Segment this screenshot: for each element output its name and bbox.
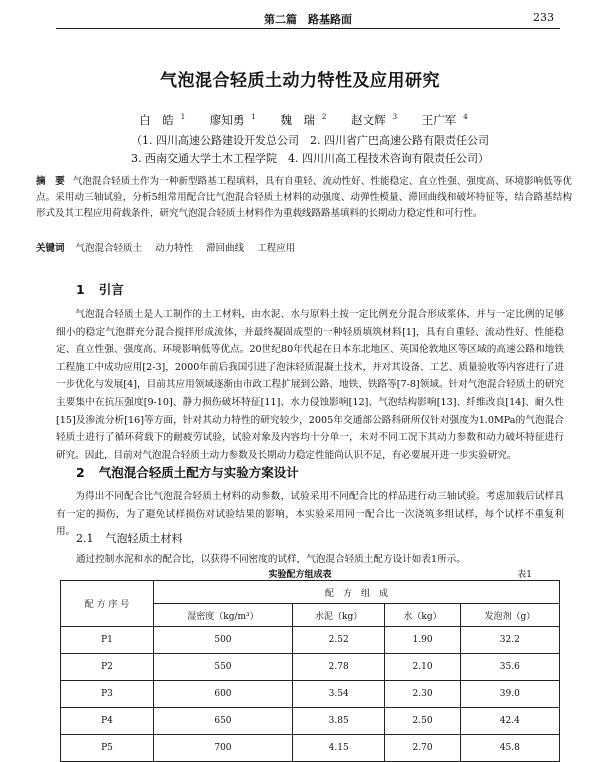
cell-id: P2 (61, 654, 154, 681)
header-water: 水（kg） (385, 604, 460, 627)
table-row (61, 681, 560, 708)
cell-water: 1.90 (385, 627, 460, 654)
cell-density: 550 (154, 654, 293, 681)
table-row (61, 654, 560, 681)
section-title: 引言 (98, 282, 124, 297)
method-paragraph: 为得出不同配合比气泡混合轻质土材料的动参数，试验采用不同配合比的样品进行动三轴试验。考虑加载后试样具有一定的损伤，为了避免试样损伤对试验结果的影响，本实验采用同一配合比一次浇筑多组试样，每个试样不重复利用。 (56, 491, 564, 538)
table-caption: 实验配方组成表 (268, 570, 332, 580)
cell-cement: 3.85 (292, 708, 385, 735)
cell-foam: 32.2 (460, 627, 559, 654)
cell-cement: 4.15 (292, 735, 385, 762)
keyword: 气泡混合轻质土 (75, 243, 143, 254)
paper-title: 气泡混合轻质土动力特性及应用研究 (160, 71, 440, 91)
keyword: 滞回曲线 (206, 243, 245, 254)
running-header-section: 第二篇 路基路面 (264, 13, 352, 26)
cell-id: P1 (61, 627, 154, 654)
cell-foam: 35.6 (460, 654, 559, 681)
intro-paragraph: 气泡混合轻质土是人工制作的土工材料，由水泥、水与原料土按一定比例充分混合形成浆体，并与一定比例的足够细小的稳定气泡群充分混合搅拌形成流体，并最终凝固成型的一种轻质填筑材料[1]，具有自重轻、流动性好、性能稳定、直立性强、强度高、环境影响低等优点。20世纪80年代起在日本东北地区、英国伦敦地区等区域的高速公路和地铁工程施工中成功应用[2-3]，2000年前后我国引进了泡沫轻质混凝土技术，并对其设备、工艺、质量验收等内容进行了进一步优化与发展[4]，目前其应用领域逐渐由市政工程扩展到公路、地铁、铁路等[7-8]领域。针对气泡混合轻质土的研究主要集中在抗压强度[9-10]、静力损伤破坏特征[11]、水力侵蚀影响[12]、气泡结构影响[13]、纤维改良[14]、耐久性[15]及渗流分析[16]等方面，针对其动力特性的研究较少，2005年交通部公路科研所仅针对强度为1.0MPa的气泡混合轻质土进行了循环荷载下的耐疲劳试验，试验对象及内容均十分单一，未对不同工况下其动力参数和动力破坏特征进行研究。因此，目前对气泡混合轻质土动力参数及长期动力稳定性能尚认识不足，有必要展开进一步实验研究。 (56, 309, 564, 461)
table-number: 表1 (517, 570, 532, 580)
table-row (61, 627, 560, 654)
affiliations-line-2: 3. 西南交通大学土木工程学院 4. 四川川高工程技术咨询有限责任公司） (131, 152, 489, 165)
cell-density: 650 (154, 708, 293, 735)
table-row (61, 735, 560, 762)
table-intro-text: 通过控制水泥和水的配合比，以获得不同密度的试样，气泡混合轻质土配方设计如表1所示。 (76, 554, 466, 565)
cell-water: 2.70 (385, 735, 460, 762)
cell-foam: 42.4 (460, 708, 559, 735)
keywords-label: 关键词 (36, 243, 65, 254)
section-title: 气泡混合轻质土配方与实验方案设计 (98, 465, 299, 480)
author: 白 皓 $^1$ (139, 113, 186, 127)
cell-density: 600 (154, 681, 293, 708)
header-density: 湿密度（kg/m³） (154, 604, 293, 627)
cell-cement: 3.54 (292, 681, 385, 708)
cell-density: 700 (154, 735, 293, 762)
subsection-title: 气泡轻质土材料 (105, 532, 183, 545)
abstract-text: 气泡混合轻质土作为一种新型路基工程填料，具有自重轻、流动性好、性能稳定、直立性强、强度高、环境影响低等优点。采用动三轴试验，分析5组常用配合比气泡混合轻质土材料的动强度、动弹性模量、滞回曲线和破坏特征等，结合路基结构形式及其工程应用荷载条件，研究气泡混合轻质土材料作为重载线路路基填料的长期动力稳定性和可行性。 (36, 176, 572, 219)
mix-design-table (60, 580, 560, 762)
subsection-number: 2.1 (76, 532, 94, 545)
author: 王广军 $^4$ (421, 113, 468, 127)
cell-water: 2.10 (385, 654, 460, 681)
section-heading-2 (76, 463, 299, 481)
header-cement: 水泥（kg） (292, 604, 385, 627)
keyword: 动力特性 (155, 243, 194, 254)
author: 赵文辉 $^3$ (351, 113, 398, 127)
abstract (36, 174, 572, 222)
cell-foam: 39.0 (460, 681, 559, 708)
abstract-label: 摘 要 (36, 176, 65, 187)
affiliations-line-1: （1. 四川高速公路建设开发总公司 2. 四川省广巴高速公路有限责任公司 (131, 134, 489, 147)
cell-id: P5 (61, 735, 154, 762)
table-row (61, 708, 560, 735)
header-composition: 配 方 组 成 (154, 581, 560, 604)
cell-foam: 45.8 (460, 735, 559, 762)
section-heading-1 (76, 280, 124, 298)
keywords (36, 240, 572, 254)
author-list (0, 112, 600, 128)
cell-water: 2.50 (385, 708, 460, 735)
header-foam: 发泡剂（g） (460, 604, 559, 627)
author: 魏 瑞 $^2$ (280, 113, 327, 127)
cell-density: 500 (154, 627, 293, 654)
cell-water: 2.30 (385, 681, 460, 708)
keyword: 工程应用 (257, 243, 296, 254)
page-number: 233 (533, 11, 554, 24)
section-number: 2 (76, 465, 85, 480)
cell-id: P4 (61, 708, 154, 735)
header-mix-id: 配 方 序 号 (61, 581, 154, 627)
cell-cement: 2.78 (292, 654, 385, 681)
cell-cement: 2.52 (292, 627, 385, 654)
author: 廖知勇 $^1$ (209, 113, 256, 127)
subsection-heading (76, 530, 183, 546)
section-number: 1 (76, 282, 85, 297)
cell-id: P3 (61, 681, 154, 708)
running-header (56, 10, 560, 29)
